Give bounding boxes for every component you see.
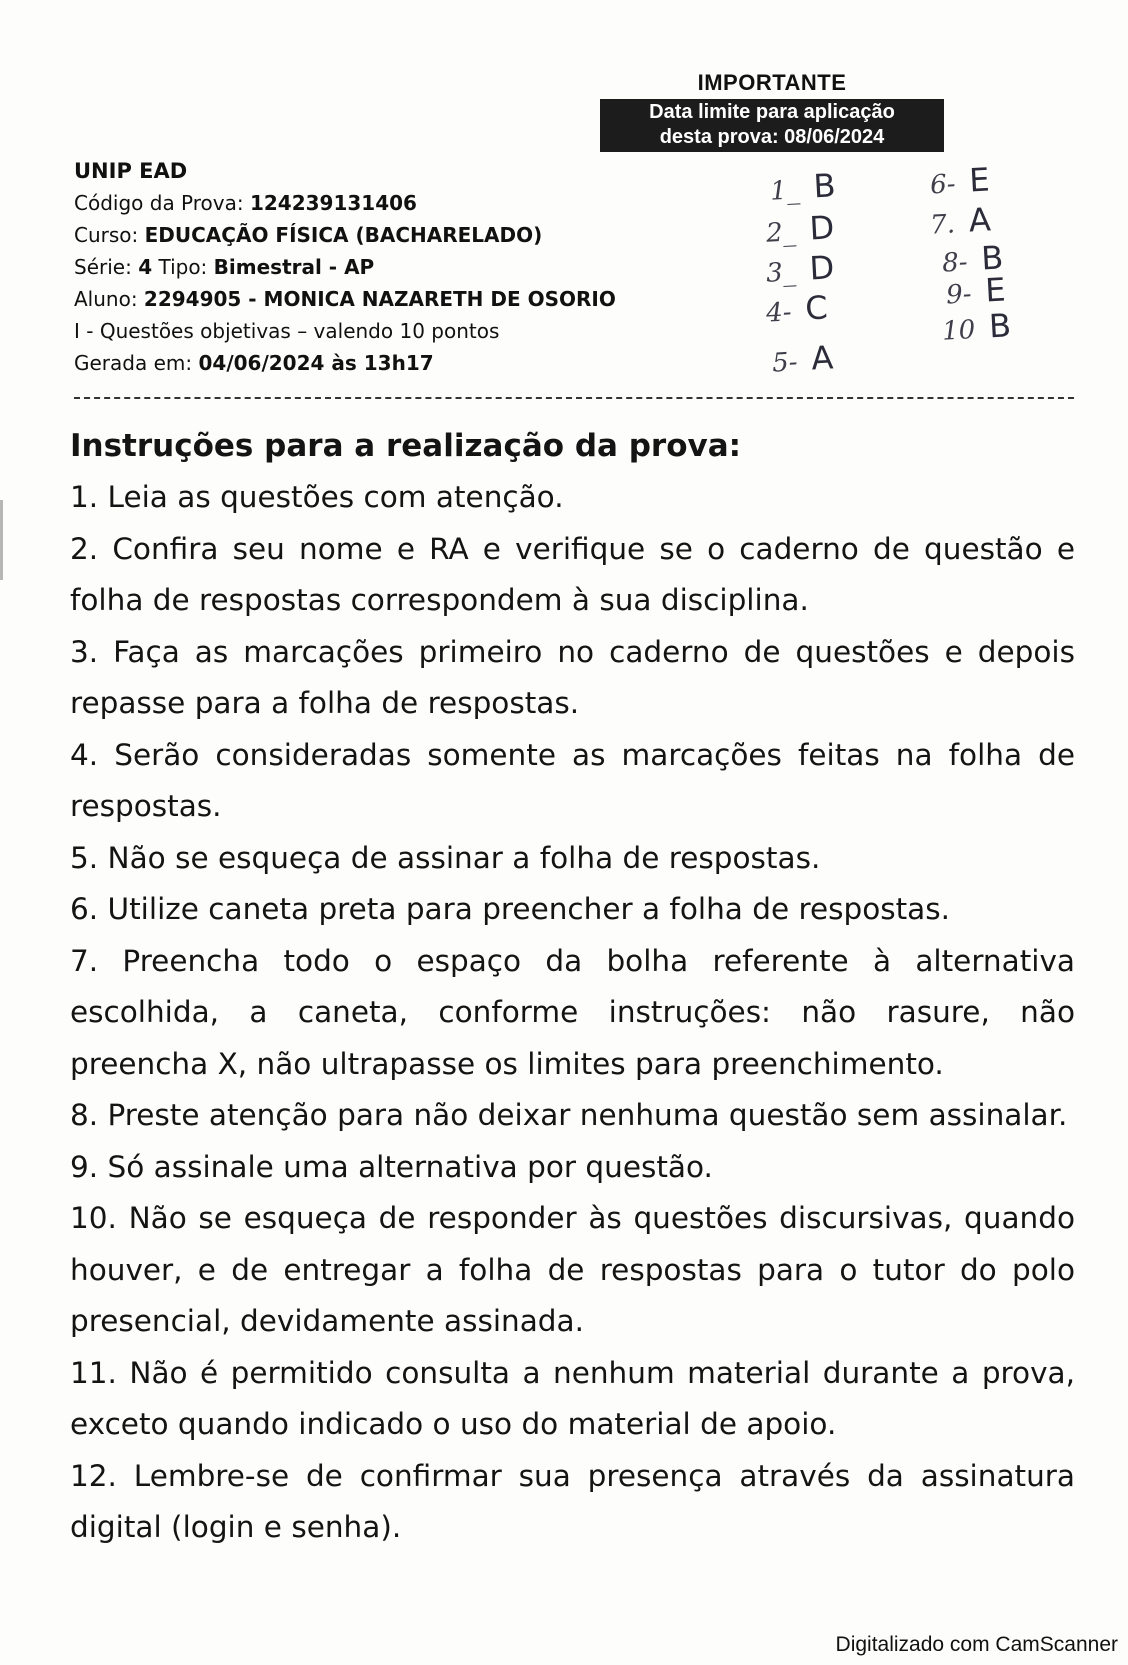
handwritten-answer: 3_ D	[765, 248, 836, 289]
instruction-item: 7. Preencha todo o espaço da bolha referente à alternativa escolhida, a caneta, conforme instruções: não rasure, não preencha X, não ultrapasse os limites para preenchimento.	[70, 943, 1075, 1081]
type-value: Bimestral - AP	[213, 255, 375, 279]
handwritten-answer: 2_ D	[765, 208, 836, 249]
deadline-line-1: Data limite para aplicação	[649, 101, 895, 123]
instruction-item: 5. Não se esqueça de assinar a folha de respostas.	[70, 840, 821, 875]
handwritten-answer: 4- C	[765, 288, 829, 329]
scan-edge-mark	[0, 500, 3, 580]
notice-title: IMPORTANTE	[697, 70, 847, 95]
exam-header	[74, 155, 694, 379]
instruction-item: 2. Confira seu nome e RA e verifique se o caderno de questão e folha de respostas correspondem à sua disciplina.	[70, 531, 1075, 617]
instruction-item: 6. Utilize caneta preta para preencher a folha de respostas.	[70, 892, 951, 926]
generated-label: Gerada em:	[74, 351, 199, 375]
deadline-box	[600, 99, 944, 152]
type-label: Tipo:	[152, 255, 214, 279]
course-label: Curso:	[74, 223, 145, 247]
instructions-section	[70, 420, 1075, 1554]
generated-row	[74, 347, 694, 379]
instruction-item: 9. Só assinale uma alternativa por questão.	[70, 1149, 713, 1184]
exam-code-row	[74, 187, 694, 219]
student-row	[74, 283, 694, 315]
instruction-item: 4. Serão consideradas somente as marcações feitas na folha de respostas.	[70, 737, 1075, 823]
student-label: Aluno:	[74, 287, 144, 311]
handwritten-answer: 6- E	[929, 160, 991, 201]
handwritten-answer: 9- E	[945, 270, 1007, 311]
handwritten-answer: 5- A	[771, 338, 835, 379]
handwritten-answer: 10 B	[941, 306, 1012, 347]
section-row: I - Questões objetivas – valendo 10 pontos	[74, 319, 500, 343]
exam-code-label: Código da Prova:	[74, 191, 250, 215]
instruction-item: 1. Leia as questões com atenção.	[70, 480, 564, 514]
instruction-item: 12. Lembre-se de confirmar sua presença através da assinatura digital (login e senha).	[70, 1458, 1075, 1544]
course-value: EDUCAÇÃO FÍSICA (BACHARELADO)	[144, 223, 543, 247]
instruction-item: 11. Não é permitido consulta a nenhum material durante a prova, exceto quando indicado o uso do material de apoio.	[70, 1355, 1075, 1441]
scanner-watermark: Digitalizado com CamScanner	[835, 1633, 1118, 1656]
instruction-item: 10. Não se esqueça de responder às questões discursivas, quando houver, e de entregar a folha de respostas para o tutor do polo presencial, devidamente assinada.	[70, 1201, 1075, 1338]
series-label: Série:	[74, 255, 139, 279]
course-row	[74, 219, 694, 251]
institution-name: UNIP EAD	[74, 159, 188, 183]
instruction-item: 3. Faça as marcações primeiro no caderno de questões e depois repasse para a folha de respostas.	[70, 634, 1075, 720]
student-value: 2294905 - MONICA NAZARETH DE OSORIO	[143, 287, 616, 311]
handwritten-answers	[760, 160, 1080, 388]
series-value: 4	[138, 255, 153, 279]
separator-dashed-line	[74, 397, 1074, 399]
handwritten-answer: 8- B	[941, 238, 1005, 279]
deadline-line-2: desta prova: 08/06/2024	[659, 126, 885, 148]
series-row	[74, 251, 694, 283]
handwritten-answer: 1_ B	[769, 166, 837, 207]
handwritten-answer: 7. A	[929, 200, 992, 241]
generated-value: 04/06/2024 às 13h17	[198, 351, 434, 375]
instructions-title: Instruções para a realização da prova:	[70, 428, 742, 464]
exam-code-value: 124239131406	[249, 191, 417, 215]
instruction-item: 8. Preste atenção para não deixar nenhuma questão sem assinalar.	[70, 1098, 1068, 1132]
important-notice	[600, 70, 944, 152]
